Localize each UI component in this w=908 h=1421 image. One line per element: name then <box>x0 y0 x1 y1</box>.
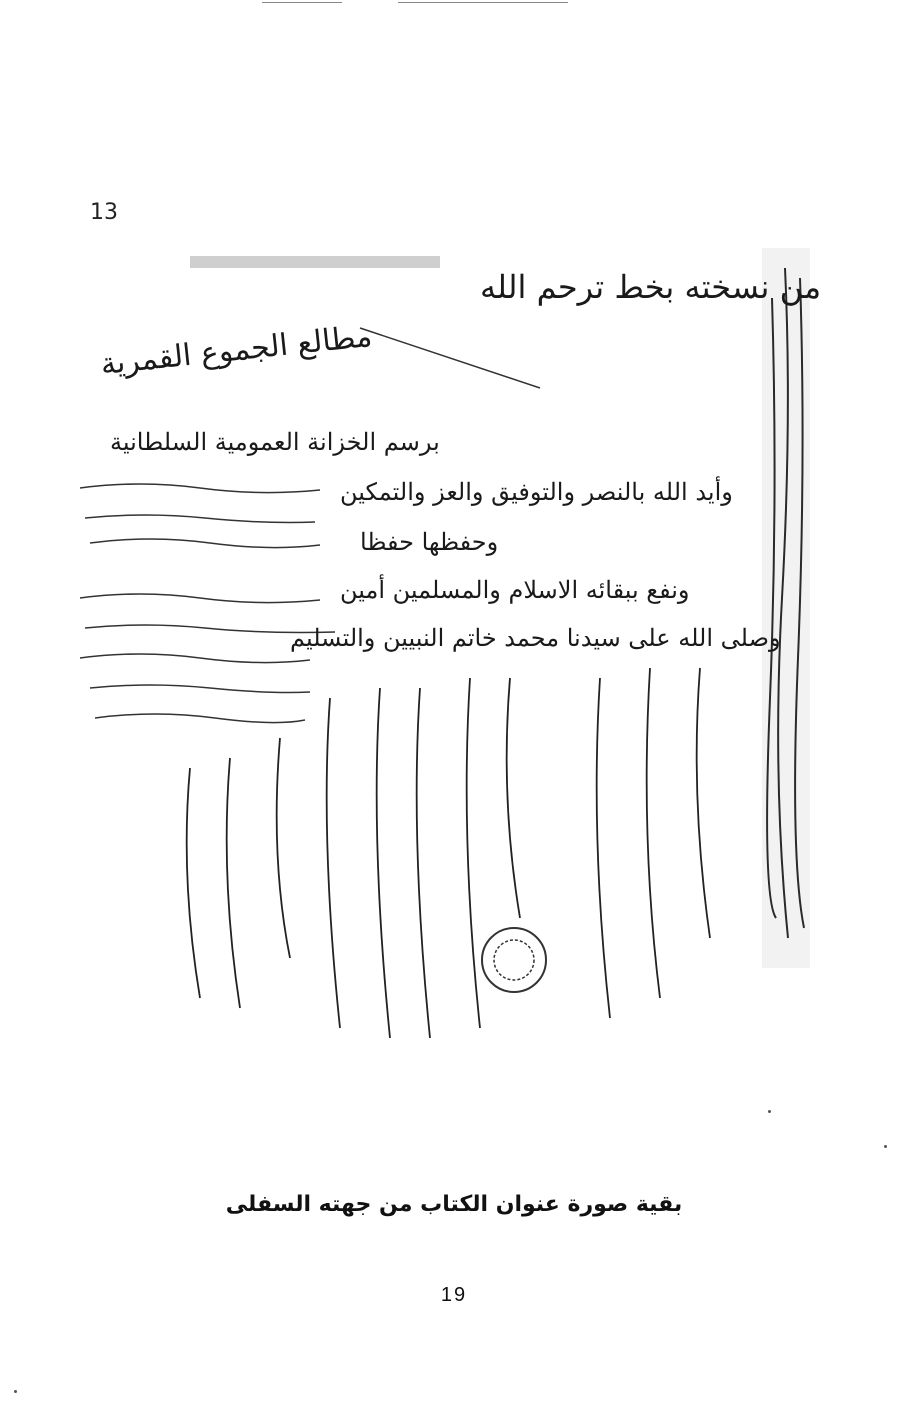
manuscript-line: وصلى الله على سيدنا محمد خاتم النبيين والتسليم <box>290 624 781 652</box>
stray-stroke <box>360 328 540 388</box>
figure-caption: بقية صورة عنوان الكتاب من جهته السفلى <box>225 1192 683 1217</box>
manuscript-line: ونفع ببقائه الاسلام والمسلمين أمين <box>340 576 690 604</box>
seal-inner <box>494 940 534 980</box>
manuscript-line: وحفظها حفظا <box>360 528 499 556</box>
left-margin-notes <box>80 484 335 723</box>
manuscript-line: مطالع الجموع القمرية <box>98 318 374 383</box>
speck <box>14 1390 17 1393</box>
manuscript-image <box>40 238 840 1068</box>
manuscript-line: برسم الخزانة العمومية السلطانية <box>110 428 440 456</box>
top-smudge <box>190 256 440 268</box>
speck <box>884 1145 887 1148</box>
manuscript-line: وأيد الله بالنصر والتوفيق والعز والتمكين <box>340 478 733 506</box>
top-rule-right <box>398 2 568 3</box>
page-number: 19 <box>440 1284 468 1306</box>
manuscript-line: من نسخته بخط ترحم الله <box>480 268 822 306</box>
speck <box>768 1110 771 1113</box>
vertical-inscriptions <box>187 668 710 1038</box>
corner-page-number: 13 <box>90 200 118 225</box>
top-rule-left <box>262 2 342 3</box>
seal-outer <box>482 928 546 992</box>
